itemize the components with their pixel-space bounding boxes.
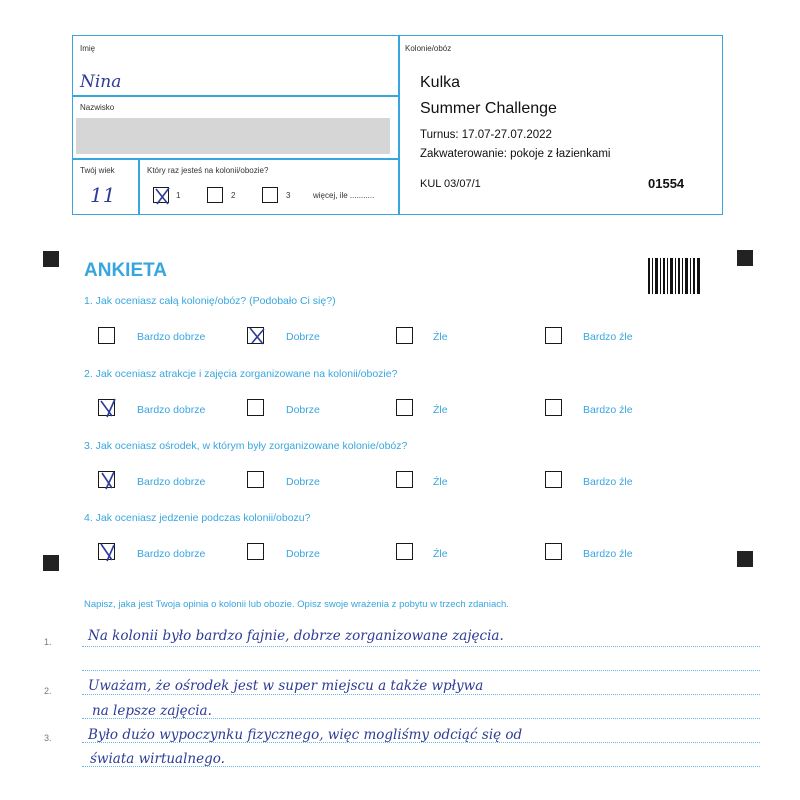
ktory-raz-option-2: 2 (231, 191, 236, 200)
q3-option-dobrze[interactable] (247, 471, 264, 488)
q2-label-zle: Źle (433, 404, 448, 416)
ktory-raz-checkbox-1[interactable] (153, 187, 169, 203)
writing-line (82, 646, 760, 647)
line-number-3: 3. (44, 733, 52, 743)
q2-label-bardzo-dobrze: Bardzo dobrze (137, 404, 206, 416)
q2-option-bardzo-zle[interactable] (545, 399, 562, 416)
opinion-handwriting-line: świata wirtualnego. (90, 751, 225, 767)
q2-option-bardzo-dobrze[interactable] (98, 399, 115, 416)
q3-label-bardzo-dobrze: Bardzo dobrze (137, 476, 206, 488)
q4-label-bardzo-dobrze: Bardzo dobrze (137, 548, 206, 560)
q2-label-bardzo-zle: Bardzo źle (583, 404, 633, 416)
redacted-surname (76, 118, 390, 154)
registration-mark (43, 555, 59, 571)
registration-mark (737, 551, 753, 567)
q3-label-dobrze: Dobrze (286, 476, 320, 488)
camp-code: KUL 03/07/1 (420, 178, 481, 190)
ktory-raz-option-3: 3 (286, 191, 291, 200)
kolonia-label: Kolonie/obóz (405, 44, 452, 53)
turnus: Turnus: 17.07-27.07.2022 (420, 129, 552, 141)
question-3: 3. Jak oceniasz ośrodek, w którym były zorganizowane kolonie/obóz? (84, 440, 408, 452)
q1-label-bardzo-dobrze: Bardzo dobrze (137, 331, 206, 343)
q1-label-dobrze: Dobrze (286, 331, 320, 343)
q4-label-bardzo-zle: Bardzo źle (583, 548, 633, 560)
q4-option-bardzo-zle[interactable] (545, 543, 562, 560)
check-mark-icon (98, 541, 118, 563)
registration-mark (737, 250, 753, 266)
opinion-handwriting-line: na lepsze zajęcia. (92, 703, 212, 719)
camp-name-line2: Summer Challenge (420, 100, 557, 117)
q3-option-zle[interactable] (396, 471, 413, 488)
nazwisko-label: Nazwisko (80, 103, 115, 112)
q1-option-bardzo-zle[interactable] (545, 327, 562, 344)
q3-option-bardzo-dobrze[interactable] (98, 471, 115, 488)
q1-option-zle[interactable] (396, 327, 413, 344)
q3-option-bardzo-zle[interactable] (545, 471, 562, 488)
question-1: 1. Jak oceniasz całą kolonię/obóz? (Podobało Ci się?) (84, 295, 336, 307)
q2-option-dobrze[interactable] (247, 399, 264, 416)
q1-option-bardzo-dobrze[interactable] (98, 327, 115, 344)
q1-label-bardzo-zle: Bardzo źle (583, 331, 633, 343)
q2-option-zle[interactable] (396, 399, 413, 416)
divider (72, 95, 399, 97)
opinion-handwriting-line: Było dużo wypoczynku fizycznego, więc mogliśmy odciąć się od (88, 727, 523, 743)
q4-option-bardzo-dobrze[interactable] (98, 543, 115, 560)
q4-label-zle: Źle (433, 548, 448, 560)
barcode-icon (648, 258, 700, 294)
ktory-raz-option-1: 1 (176, 191, 181, 200)
q3-label-bardzo-zle: Bardzo źle (583, 476, 633, 488)
q1-label-zle: Źle (433, 331, 448, 343)
imie-label: Imię (80, 44, 96, 53)
question-4: 4. Jak oceniasz jedzenie podczas kolonii/obozu? (84, 512, 311, 524)
camp-name-line1: Kulka (420, 74, 461, 91)
line-number-1: 1. (44, 637, 52, 647)
check-mark-icon (98, 469, 118, 491)
imie-value: Nina (80, 72, 122, 92)
ktory-raz-more: więcej, ile ........... (313, 191, 375, 200)
line-number-2: 2. (44, 686, 52, 696)
opinion-prompt: Napisz, jaka jest Twoja opinia o kolonii lub obozie. Opisz swoje wrażenia z pobytu w trzech zdaniach. (84, 599, 509, 610)
q2-label-dobrze: Dobrze (286, 404, 320, 416)
writing-line (82, 694, 760, 695)
wiek-label: Twój wiek (80, 166, 115, 175)
zakwaterowanie: Zakwaterowanie: pokoje z łazienkami (420, 148, 611, 160)
check-mark-icon (98, 397, 118, 419)
writing-line (82, 670, 760, 671)
opinion-handwriting-line: Na kolonii było bardzo fajnie, dobrze zorganizowane zajęcia. (88, 628, 504, 644)
ktory-raz-label: Który raz jesteś na kolonii/obozie? (147, 166, 269, 175)
divider (72, 158, 399, 160)
q4-option-dobrze[interactable] (247, 543, 264, 560)
q1-option-dobrze[interactable] (247, 327, 264, 344)
opinion-handwriting-line: Uważam, że ośrodek jest w super miejscu a także wpływa (88, 678, 484, 694)
divider (138, 158, 140, 215)
registration-mark (43, 251, 59, 267)
ktory-raz-checkbox-3[interactable] (262, 187, 278, 203)
survey-title: ANKIETA (84, 260, 168, 281)
check-mark-icon (153, 185, 173, 207)
divider (398, 35, 400, 215)
q3-label-zle: Źle (433, 476, 448, 488)
ktory-raz-checkbox-2[interactable] (207, 187, 223, 203)
check-mark-icon (247, 325, 267, 347)
q4-label-dobrze: Dobrze (286, 548, 320, 560)
wiek-value: 11 (90, 183, 116, 207)
question-2: 2. Jak oceniasz atrakcje i zajęcia zorganizowane na kolonii/obozie? (84, 368, 398, 380)
form-number: 01554 (648, 176, 685, 191)
q4-option-zle[interactable] (396, 543, 413, 560)
